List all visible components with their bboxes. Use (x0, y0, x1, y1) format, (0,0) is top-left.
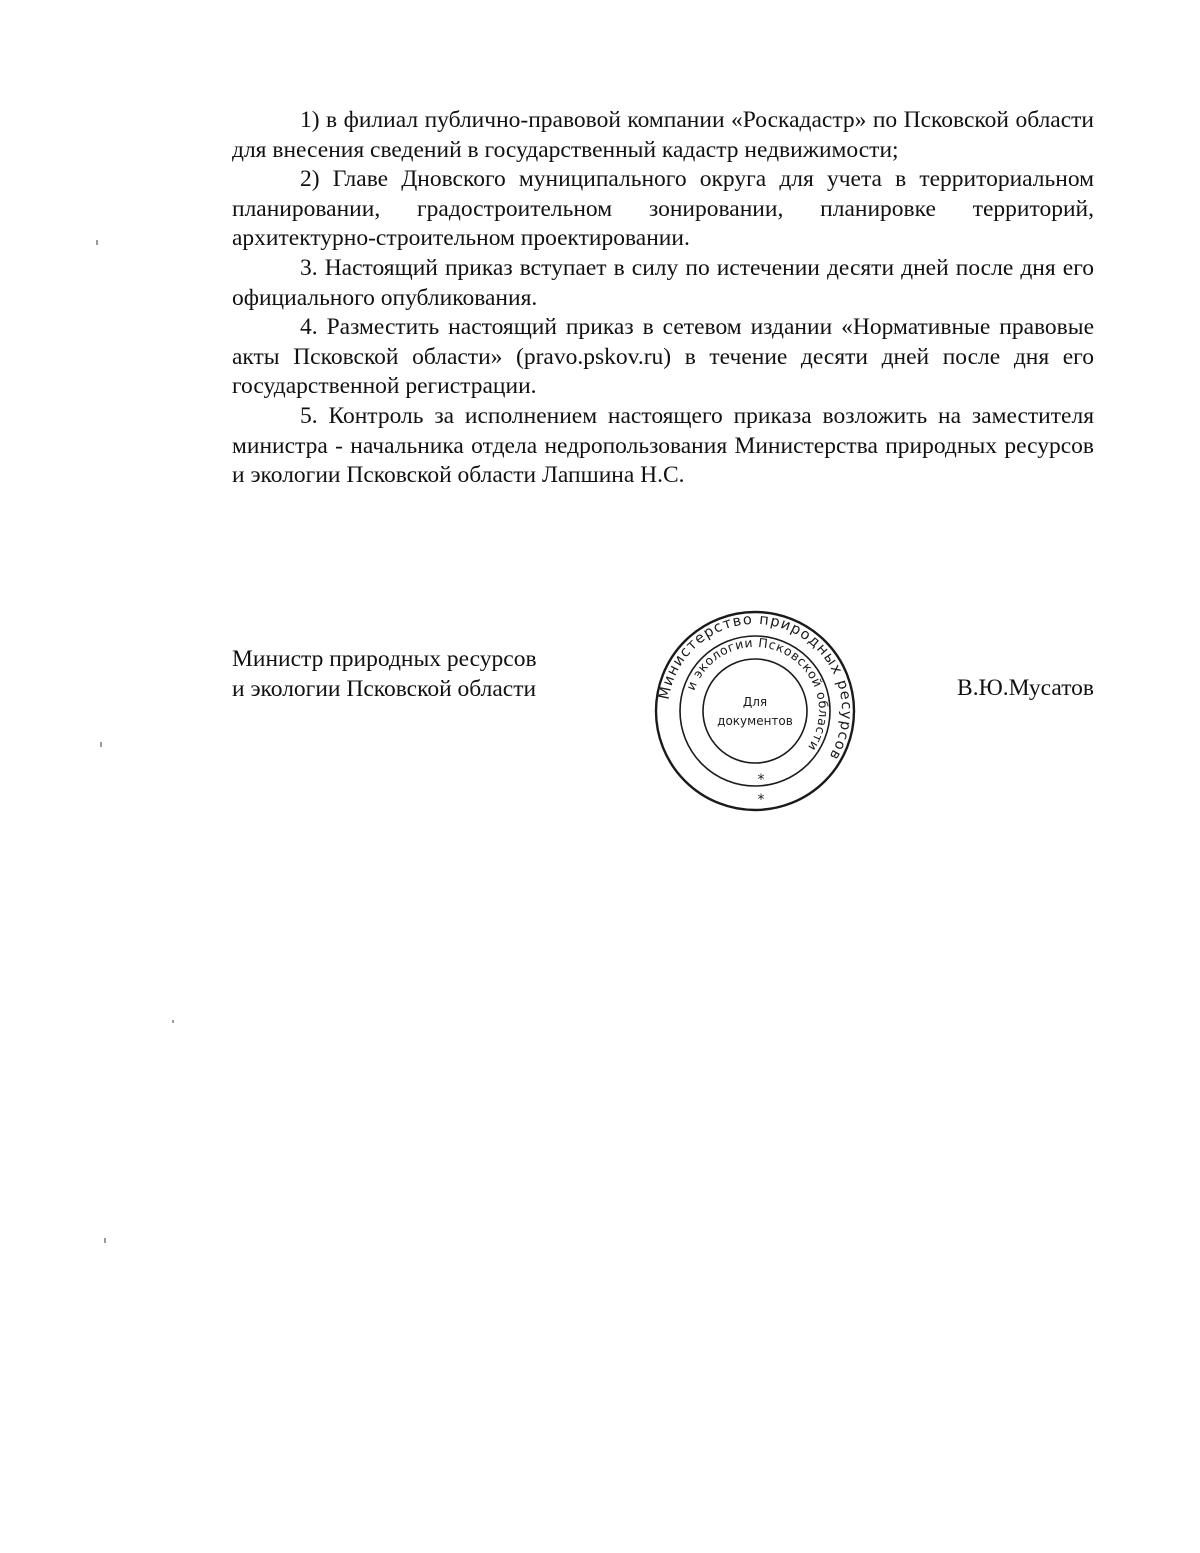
signatory-position-line-1: Министр природных ресурсов (232, 646, 537, 672)
seal-inner-ring (703, 659, 807, 763)
paragraph-item-5: 5. Контроль за исполнением настоящего приказа возложить на заместителя министра - начальника отдела недропользования Министерства природных ресурсов и экологии Псковской области Лапшина Н.С. (232, 402, 1094, 489)
signatory-position (232, 645, 537, 704)
seal-inner-textpath: и экологии Псковской области (682, 634, 832, 755)
seal-outer-textpath: Министерство природных ресурсов (656, 611, 855, 764)
scan-speck (172, 1020, 174, 1023)
seal-star-lower: * (757, 792, 765, 808)
seal-center-line-2: документов (717, 714, 793, 728)
paragraph-item-3: 3. Настоящий приказ вступает в силу по истечении десяти дней после дня его официального опубликования. (232, 254, 1094, 311)
scan-speck (104, 1238, 106, 1243)
signatory-position-line-2: и экологии Псковской области (232, 675, 537, 702)
document-body (232, 106, 1094, 491)
seal-center-line-1: Для (742, 695, 768, 709)
official-seal-stamp (652, 608, 858, 814)
signatory-name: В.Ю.Мусатов (957, 675, 1094, 701)
scan-speck (96, 240, 98, 245)
paragraph-item-1: 1) в филиал публично-правовой компании «Роскадастр» по Псковской области для внесения сведений в государственный кадастр недвижимости; (232, 107, 1094, 163)
paragraph-item-4: 4. Разместить настоящий приказ в сетевом издании «Нормативные правовые акты Псковской области» (pravo.pskov.ru) в течение десяти дней после дня его государственной регистрации. (232, 314, 1094, 400)
seal-star-upper: * (757, 772, 765, 788)
paragraph-item-2: 2) Главе Дновского муниципального округа для учета в территориальном планировании, градостроительном зонировании, планировке территорий, архитектурно-строительном проектировании. (232, 166, 1094, 252)
scan-speck (100, 742, 102, 747)
